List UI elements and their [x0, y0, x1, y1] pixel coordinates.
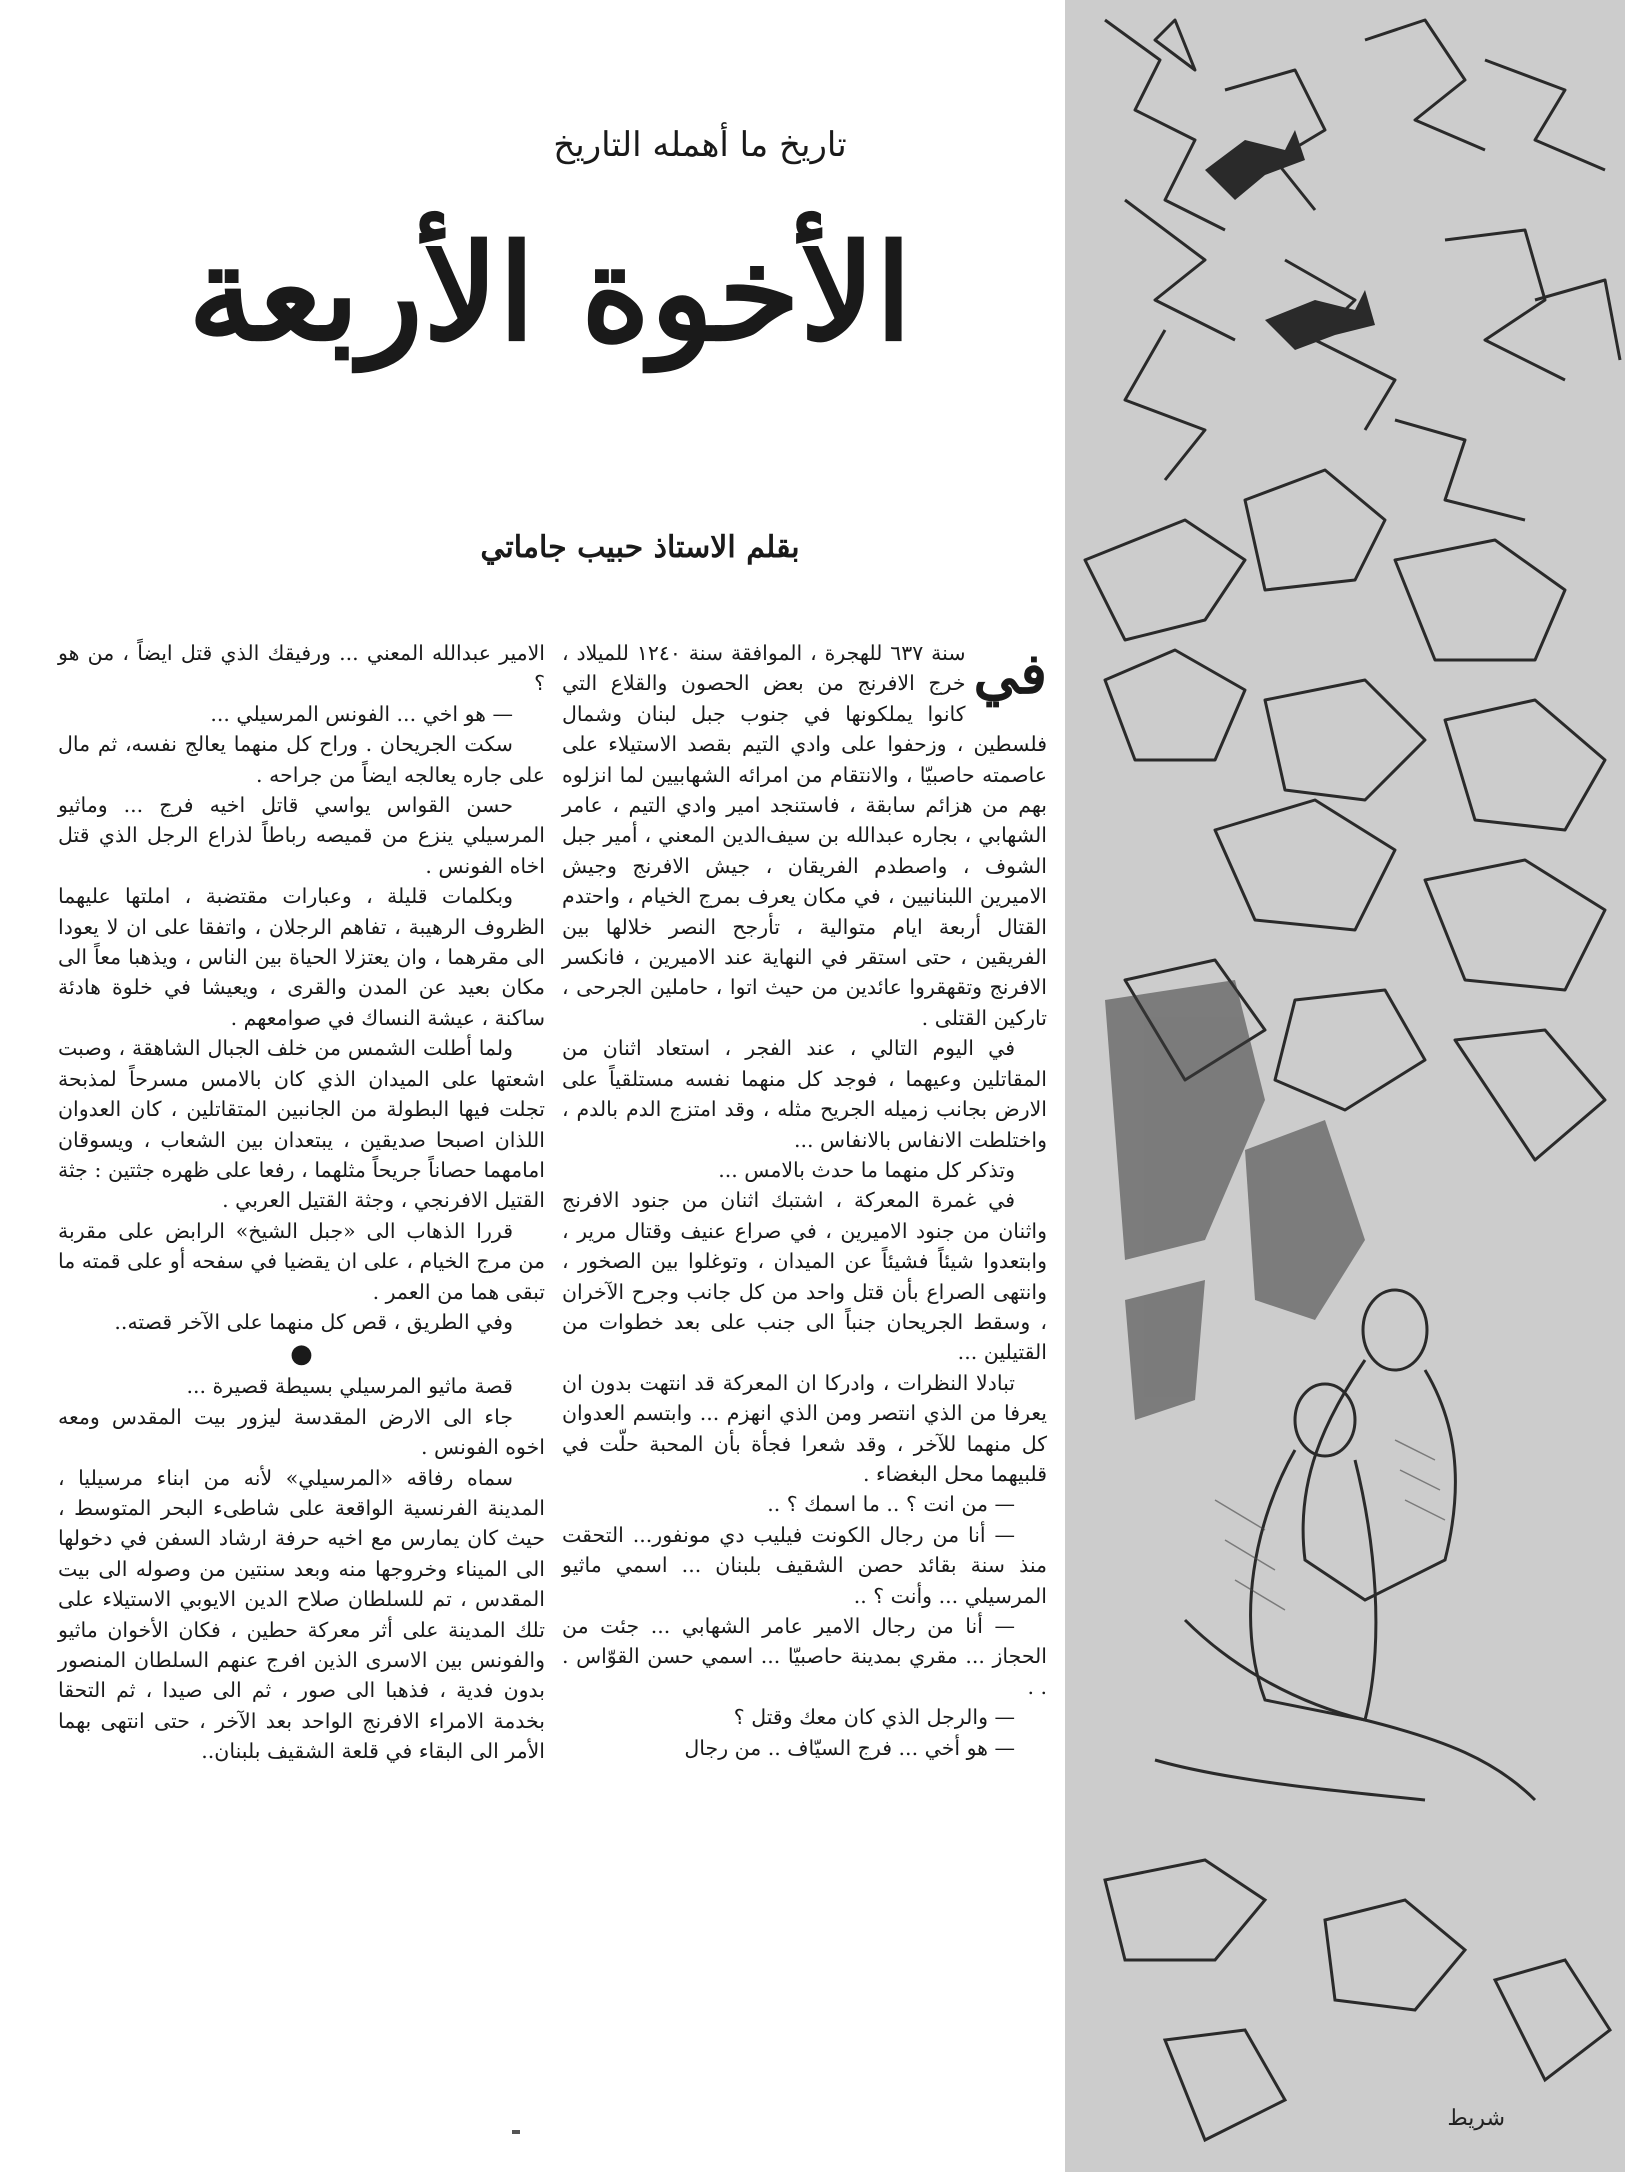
- paragraph: سكت الجريحان . وراح كل منهما يعالج نفسه، ثم مال على جاره يعالجه ايضاً من جراحه .: [58, 732, 545, 787]
- illustration-signature: شريط: [1447, 2106, 1505, 2131]
- dialogue-line: — هو اخي ... الفونس المرسيلي ...: [210, 701, 513, 726]
- paragraph: جاء الى الارض المقدسة لیزور بيت المقدس ومعه اخوه الفونس .: [58, 1404, 545, 1460]
- paragraph: سنة ٦٣٧ للهجرة ، الموافقة سنة ١٢٤٠ للميلاد ، خرج الافرنج من بعض الحصون والقلاع التي كانوا يملكونها في جنوب جبل لبنان وشمال فلسطين ، وزحفوا على وادي التيم بقصد الاستيلاء على عاصمته حاصبيّا ، والانتقام من امرائه الشهابيين لما انزلوه بهم من هزائم سابقة ، فاستنجد امير وادي التيم ، عامر الشهابي ، بجاره عبدالله بن سيف‌الدين المعني ، أمير جبل الشوف ، واصطدم الفريقان ، جيش الافرنج وجيش الاميرين اللبنانيين ، في مكان يعرف بمرج الخيام ، واحتدم القتال أربعة ايام متوالية ، تأرجح النصر خلالها بين الفريقين ، حتى استقر في النهاية عند الاميرين ، فانكسر الافرنج وتقهقروا عائدين من حيث اتوا ، حاملين الجرحى ، تاركين القتلى .: [562, 641, 1047, 1030]
- sketch-drawing: [1065, 0, 1625, 2172]
- paragraph: سماه رفاقه «المرسيلي» لأنه من ابناء مرسيليا ، المدينة الفرنسية الواقعة على شاطىء البحر المتوسط ، حيث كان يمارس مع اخيه حرفة ارشاد السفن في دخولها الى الميناء وخروجها منه وبعد سنتين من وصوله الى بيت المقدس ، تم للسلطان صلاح الدين الايوبي الاستيلاء على تلك المدينة على أثر معركة حطين ، فكان الأخوان ماثيو والفونس بين الاسرى الذين افرج عنهم السلطان المنصور بدون فدية ، فذهبا الى صور ، ثم الى صيدا ، ثم التحقا بخدمة الامراء الافرنج الواحد بعد الآخر ، حتى انتهى بهما الأمر الى البقاء في قلعة الشقيف بلبنان..: [58, 1465, 545, 1764]
- ink-sketch-illustration: [1065, 0, 1625, 2172]
- article-column-left: [58, 638, 545, 1767]
- dialogue-line: — أنا من رجال الكونت فيليب دي مونفور... التحقت منذ سنة بقائد حصن الشقيف بلبنان ... اسمي ماثيو المرسيلي ... وأنت ؟ ..: [562, 1522, 1047, 1608]
- paragraph: حسن القواس يواسي قاتل اخيه فرج ... وماثيو المرسيلي ينزع من قميصه رباطاً لذراع الرجل الذي قتل اخاه الفونس .: [58, 793, 545, 878]
- paragraph: قصة ماثيو المرسيلي بسيطة قصيرة ...: [186, 1374, 513, 1399]
- section-separator: ●: [290, 1339, 313, 1370]
- article-column-right: [562, 638, 1047, 1763]
- dialogue-line: — والرجل الذي كان معك وقتل ؟: [733, 1705, 1015, 1730]
- dropcap: في: [973, 641, 1047, 707]
- paragraph: في غمرة المعركة ، اشتبك اثنان من جنود الافرنج واثنان من جنود الاميرين ، في صراع عنيف وقتال مرير ، وابتعدوا شيئاً فشيئاً عن الميدان ، وتوغلوا بين الصخور ، وانتهى الصراع بأن قتل واحد من كل جانب وجرح الآخران ، وسقط الجريحان جنباً الى جنب على بعد خطوات من القتيلين ...: [562, 1188, 1047, 1365]
- paragraph: وتذكر كل منهما ما حدث بالامس ...: [718, 1157, 1015, 1182]
- paragraph: قررا الذهاب الى «جبل الشيخ» الرابض على مقربة من مرج الخيام ، على ان يقضيا في سفحه أو على قمته ما تبقى هما من العمر .: [58, 1218, 545, 1304]
- paragraph: الامير عبدالله المعني ... ورفيقك الذي قتل ايضاً ، من هو ؟: [58, 641, 545, 696]
- article-title: الأخوة الأربعة: [188, 216, 912, 371]
- paragraph: ولما أطلت الشمس من خلف الجبال الشاهقة ، وصبت اشعتها على الميدان الذي كان بالامس مسرحاً لمذبحة تجلت فيها البطولة من الجانبين المتقاتلين ، كان العدوان اللذان اصبحا صديقين ، يبتعدان بين الشعاب ، ويسوقان امامهما حصاناً جريحاً مثلهما ، رفعا على ظهره جثتين : جثة القتيل الافرنجي ، وجثة القتيل العربي .: [58, 1036, 545, 1213]
- dialogue-line: — هو أخي ... فرج السيّاف .. من رجال: [684, 1735, 1015, 1760]
- series-heading: تاريخ ما أهمله التاريخ: [553, 125, 847, 165]
- paragraph: في اليوم التالي ، عند الفجر ، استعاد اثنان من المقاتلين وعيهما ، فوجد كل منهما نفسه مستلقياً على الارض بجانب زميله الجريح مثله ، وقد امتزج الدم بالدم ، واختلطت الانفاس بالانفاس ...: [562, 1036, 1047, 1152]
- byline: بقلم الاستاذ حبيب جاماتي: [480, 530, 800, 565]
- dialogue-line: — من انت ؟ .. ما اسمك ؟ ..: [767, 1492, 1015, 1517]
- paragraph: تبادلا النظرات ، وادركا ان المعركة قد انتهت بدون ان يعرفا من الذي انتصر ومن الذي انهزم ... وابتسم العدوان كل منهما للآخر ، وقد شعرا فجأة بأن المحبة حلّت في قلبيهما محل البغضاء .: [562, 1370, 1047, 1486]
- paragraph: وفي الطريق ، قص كل منهما على الآخر قصته..: [114, 1309, 513, 1334]
- print-mark: [512, 2130, 520, 2134]
- dialogue-line: — أنا من رجال الامير عامر الشهابي ... جئت من الحجاز ... مقري بمدينة حاصبيّا ... اسمي حسن القوّاس . . .: [562, 1614, 1047, 1699]
- paragraph: وبكلمات قليلة ، وعبارات مقتضبة ، املتها عليهما الظروف الرهيبة ، تفاهم الرجلان ، واتفقا على ان لا يعودا الى مقرهما ، وان يعتزلا الحياة بين الناس ، ويذهبا معاً الى مكان بعيد عن المدن والقرى ، ويعيشا في خلوة هادئة ساكنة ، عيشة النساك في صوامعهم .: [58, 884, 545, 1030]
